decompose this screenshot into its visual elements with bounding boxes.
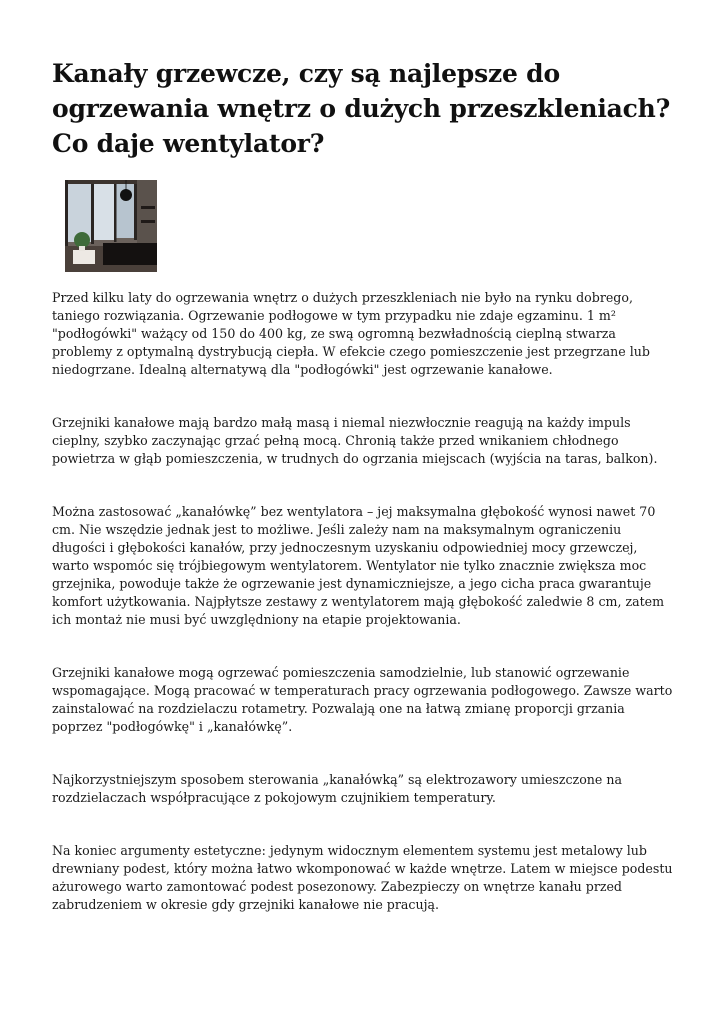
paragraph: Na koniec argumenty estetyczne: jedynym widocznym elementem systemu jest metalowy lub drewniany podest, który można łatwo wkomponować w każde wnętrze. Latem w miejsce podestu ażurowego warto zamontować podest posezonowy. Zabezpieczy on wnętrze kanału przed zabrudzeniem w okresie gdy grzejniki kanałowe nie pracują. (52, 843, 673, 912)
paragraph: Można zastosować „kanałówkę” bez wentylatora – jej maksymalna głębokość wynosi nawet 70 cm. Nie wszędzie jednak jest to możliwe. Jeśli zależy nam na maksymalnym ograniczeniu długości i głębokości kanałów, przy jednoczesnym uzyskaniu odpowiedniej mocy grzewczej, warto wspomóc się trójbiegowym wentylatorem. Wentylator nie tylko znacznie zwiększa moc grzejnika, powoduje także że ogrzewanie jest dynamiczniejsze, a jego cicha praca gwarantuje komfort użytkowania. Najpłytsze zestawy z wentylatorem mają głębokość zaledwie 8 cm, zatem ich montaż nie musi być uwzględniony na etapie projektowania. (52, 504, 665, 627)
paragraph: Przed kilku laty do ogrzewania wnętrz o dużych przeszkleniach nie było na rynku dobrego, taniego rozwiązania. Ogrzewanie podłogowe w tym przypadku nie zdaje egzaminu. 1 m² "podłogówki" ważący od 150 do 400 kg, ze swą ogromną bezwładnością cieplną stwarza problemy z optymalną dystrybucją ciepła. W efekcie czego pomieszczenie jest przegrzane lub niedogrzane. Idealną alternatywą dla "podłogówki" jest ogrzewanie kanałowe. (52, 290, 650, 377)
article-photo (65, 180, 157, 272)
article-body (52, 289, 677, 914)
paragraph: Najkorzystniejszym sposobem sterowania „kanałówką” są elektrozawory umieszczone na rozdzielaczach współpracujące z pokojowym czujnikiem temperatury. (52, 772, 622, 805)
article-title: Kanały grzewcze, czy są najlepsze do ogrzewania wnętrz o dużych przeszkleniach? Co daje wentylator? (52, 59, 671, 158)
article (52, 56, 677, 949)
paragraph: Grzejniki kanałowe mogą ogrzewać pomieszczenia samodzielnie, lub stanowić ogrzewanie wspomagające. Mogą pracować w temperaturach pracy ogrzewania podłogowego. Zawsze warto zainstalować na rozdzielaczu rotametry. Pozwalają one na łatwą zmianę proporcji grzania poprzez "podłogówkę" i „kanałówkę”. (52, 665, 673, 734)
paragraph: Grzejniki kanałowe mają bardzo małą masą i niemal niezwłocznie reagują na każdy impuls cieplny, szybko zaczynając grzać pełną mocą. Chronią także przed wnikaniem chłodnego powietrza w głąb pomieszczenia, w trudnych do ogrzania miejscach (wyjścia na taras, balkon). (52, 415, 658, 466)
